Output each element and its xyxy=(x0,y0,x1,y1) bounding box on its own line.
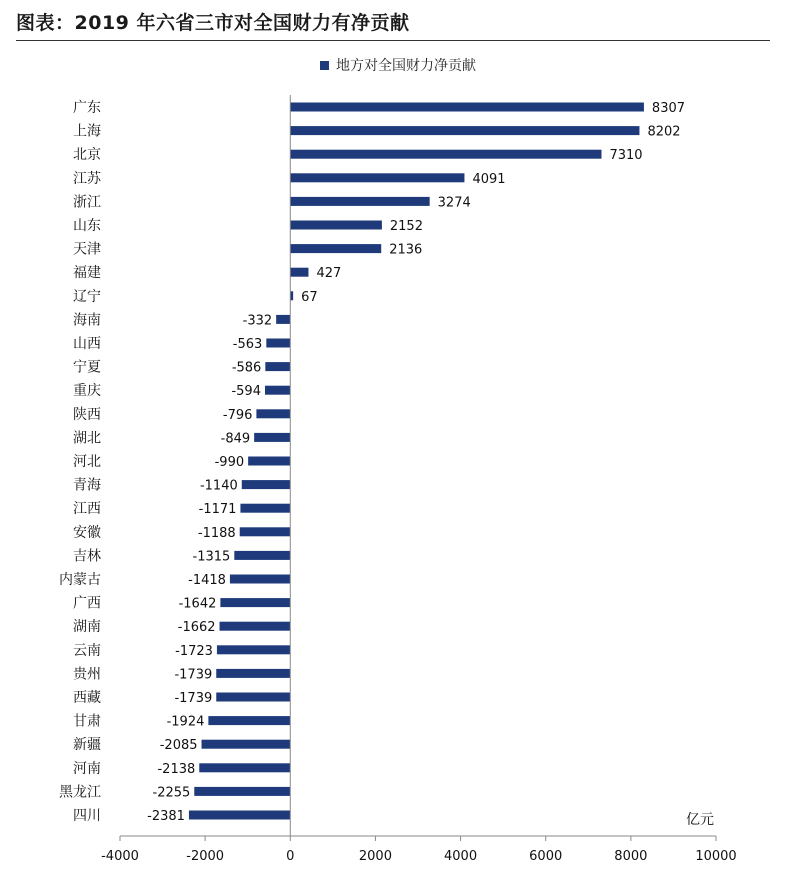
category-label: 辽宁 xyxy=(73,288,101,305)
x-tick-label: 4000 xyxy=(444,849,478,864)
data-label: 8202 xyxy=(647,124,681,140)
category-label: 广西 xyxy=(73,595,101,612)
unit-label: 亿元 xyxy=(686,812,714,828)
data-label: 8307 xyxy=(651,101,686,116)
category-label: 内蒙古 xyxy=(59,572,101,588)
x-tick-label: 10000 xyxy=(695,849,737,864)
data-label: -1188 xyxy=(197,525,236,541)
x-tick-label: 0 xyxy=(286,849,295,864)
bar xyxy=(240,504,290,513)
category-label: 广东 xyxy=(73,100,101,116)
data-label: -332 xyxy=(242,313,273,329)
data-label: -2255 xyxy=(152,785,191,801)
data-label: -1739 xyxy=(174,667,213,683)
category-label: 河北 xyxy=(73,454,101,470)
bar xyxy=(290,244,381,253)
data-label: -563 xyxy=(232,337,263,352)
bar xyxy=(290,150,601,159)
category-label: 河南 xyxy=(73,760,101,777)
category-label: 重庆 xyxy=(73,383,101,400)
page-title: 图表：2019 年六省三市对全国财力有净贡献 xyxy=(16,12,410,34)
category-label: 天津 xyxy=(73,241,101,258)
data-label: 67 xyxy=(301,289,318,305)
bar xyxy=(234,551,290,560)
bar xyxy=(220,622,291,631)
x-tick-label: 2000 xyxy=(358,849,392,864)
bar xyxy=(216,693,290,702)
category-label: 云南 xyxy=(73,642,101,659)
data-label: -1171 xyxy=(198,502,237,518)
category-label: 浙江 xyxy=(73,194,101,211)
bar xyxy=(290,126,639,135)
bar xyxy=(290,197,429,206)
bar xyxy=(230,575,290,584)
data-label: -990 xyxy=(214,455,245,470)
category-label: 上海 xyxy=(73,123,101,140)
data-label: -1739 xyxy=(174,691,213,706)
data-label: 427 xyxy=(316,266,342,282)
data-label: 2152 xyxy=(389,219,423,234)
bar xyxy=(216,669,290,678)
category-label: 新疆 xyxy=(73,737,101,754)
data-label: 3274 xyxy=(437,195,471,211)
bar xyxy=(248,457,290,466)
data-label: -1924 xyxy=(166,714,205,730)
category-label: 湖南 xyxy=(73,619,101,636)
x-tick-label: -2000 xyxy=(186,849,225,864)
bar xyxy=(254,433,290,442)
category-label: 江西 xyxy=(73,501,101,518)
bar xyxy=(265,362,290,371)
data-label: -2138 xyxy=(157,761,196,777)
data-label: -1140 xyxy=(199,478,238,494)
legend-label: 地方对全国财力净贡献 xyxy=(336,58,476,74)
bar xyxy=(217,645,290,654)
data-label: 4091 xyxy=(472,171,506,187)
category-label: 西藏 xyxy=(73,690,101,706)
data-label: 2136 xyxy=(389,242,423,258)
category-label: 青海 xyxy=(73,477,101,494)
category-label: 吉林 xyxy=(73,548,101,565)
data-label: -1642 xyxy=(178,596,217,612)
bar xyxy=(276,315,290,324)
data-label: -849 xyxy=(220,431,251,447)
bar xyxy=(290,268,308,277)
category-label: 海南 xyxy=(73,312,101,329)
bar xyxy=(220,598,290,607)
category-label: 甘肃 xyxy=(73,713,101,730)
bar xyxy=(194,787,290,796)
bar xyxy=(202,740,291,749)
bar xyxy=(290,103,644,112)
bar xyxy=(189,811,290,820)
x-tick-label: 6000 xyxy=(529,849,563,864)
category-label: 黑龙江 xyxy=(59,784,101,801)
bar xyxy=(290,173,464,182)
data-label: -1723 xyxy=(175,643,213,659)
data-label: -594 xyxy=(231,384,261,400)
data-label: -586 xyxy=(231,360,262,376)
data-label: -1418 xyxy=(188,573,226,588)
bar xyxy=(256,409,290,418)
bar xyxy=(199,763,290,772)
category-label: 湖北 xyxy=(73,430,101,447)
category-label: 宁夏 xyxy=(73,359,101,376)
data-label: -1662 xyxy=(177,620,216,636)
category-label: 安徽 xyxy=(73,524,101,541)
category-label: 山西 xyxy=(73,336,101,352)
data-label: -796 xyxy=(222,407,253,423)
bar xyxy=(242,480,291,489)
category-label: 山东 xyxy=(73,218,101,234)
category-label: 江苏 xyxy=(73,170,101,187)
category-label: 北京 xyxy=(73,147,101,164)
bar xyxy=(208,716,290,725)
x-tick-label: -4000 xyxy=(101,849,139,864)
data-label: 7310 xyxy=(609,148,643,164)
bar xyxy=(265,386,290,395)
x-tick-label: 8000 xyxy=(614,849,648,864)
bar xyxy=(240,527,291,536)
bar xyxy=(266,339,290,348)
category-label: 贵州 xyxy=(73,666,101,683)
bar xyxy=(290,221,382,230)
category-label: 福建 xyxy=(73,265,101,282)
category-label: 陕西 xyxy=(73,406,101,423)
data-label: -2381 xyxy=(147,809,185,824)
data-label: -2085 xyxy=(159,738,198,754)
category-label: 四川 xyxy=(73,808,101,824)
data-label: -1315 xyxy=(192,549,231,565)
